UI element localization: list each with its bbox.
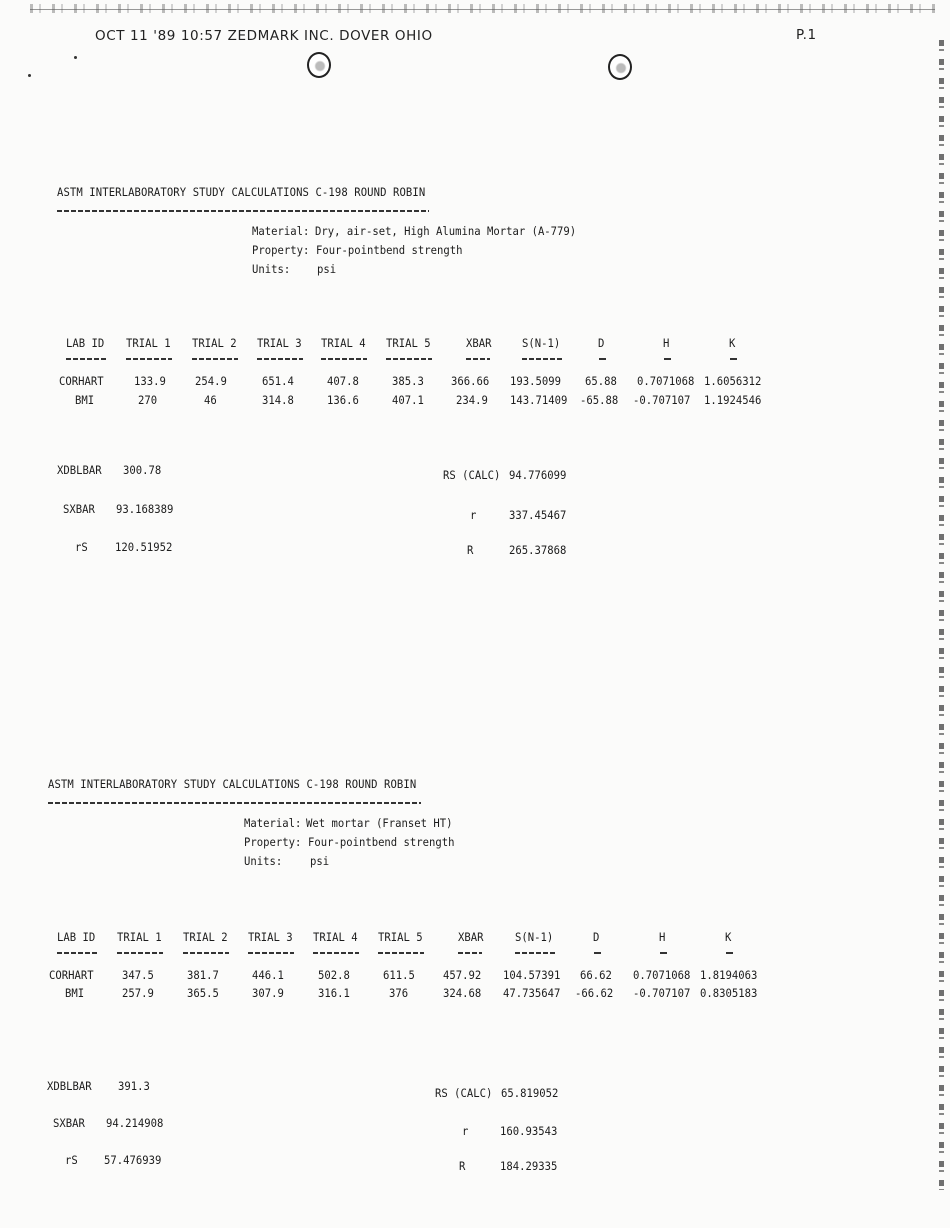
col-k: K (725, 930, 732, 944)
stat-label-rs-calc: RS (CALC) (435, 1086, 493, 1100)
cell-h: -0.707107 (633, 986, 691, 1000)
col-trial-1: TRIAL 1 (126, 336, 171, 350)
col-trial-3: TRIAL 3 (248, 930, 293, 944)
property-value: Four-pointbend strength (308, 835, 455, 849)
units-label: Units: (244, 854, 283, 868)
cell-d: -65.88 (580, 393, 619, 407)
stat-value-sxbar: 93.168389 (116, 502, 174, 516)
cell-trial-2: 254.9 (195, 374, 227, 388)
col-lab-id: LAB ID (57, 930, 96, 944)
stat-label-R: R (467, 543, 474, 557)
cell-xbar: 366.66 (451, 374, 490, 388)
cell-trial-2: 381.7 (187, 968, 219, 982)
cell-trial-1: 133.9 (134, 374, 166, 388)
cell-k: 1.6056312 (704, 374, 762, 388)
underline (522, 358, 562, 360)
cell-trial-4: 407.8 (327, 374, 359, 388)
stat-value-R: 184.29335 (500, 1159, 558, 1173)
stat-label-xdblbar: XDBLBAR (47, 1079, 92, 1093)
cell-lab: CORHART (59, 374, 104, 388)
underline (126, 358, 172, 360)
stat-label-sxbar: SXBAR (53, 1116, 85, 1130)
col-trial-4: TRIAL 4 (313, 930, 358, 944)
page-number: P.1 (796, 27, 817, 43)
col-d: D (598, 336, 605, 350)
col-xbar: XBAR (458, 930, 484, 944)
cell-xbar: 234.9 (456, 393, 488, 407)
underline (192, 358, 238, 360)
cell-trial-5: 376 (389, 986, 409, 1000)
cell-trial-1: 347.5 (122, 968, 154, 982)
property-label: Property: (244, 835, 302, 849)
cell-trial-1: 257.9 (122, 986, 154, 1000)
underline (386, 358, 432, 360)
cell-trial-2: 365.5 (187, 986, 219, 1000)
underline (660, 952, 667, 954)
cell-trial-4: 136.6 (327, 393, 359, 407)
stat-value-rs-calc: 94.776099 (509, 468, 567, 482)
col-s-n-1: S(N-1) (522, 336, 561, 350)
stat-label-r: r (462, 1124, 469, 1138)
underline (183, 952, 229, 954)
col-trial-2: TRIAL 2 (183, 930, 228, 944)
cell-d: 66.62 (580, 968, 612, 982)
stat-label-sxbar: SXBAR (63, 502, 95, 516)
units-value: psi (317, 262, 337, 276)
report-title: ASTM INTERLABORATORY STUDY CALCULATIONS C-198 ROUND ROBIN (48, 777, 417, 791)
fax-top-edge (30, 9, 935, 10)
underline (664, 358, 671, 360)
cell-k: 1.8194063 (700, 968, 758, 982)
stat-value-rs: 120.51952 (115, 540, 173, 554)
stat-label-xdblbar: XDBLBAR (57, 463, 102, 477)
report-title: ASTM INTERLABORATORY STUDY CALCULATIONS C-198 ROUND ROBIN (57, 185, 426, 199)
underline (726, 952, 733, 954)
cell-h: 0.7071068 (637, 374, 695, 388)
col-trial-2: TRIAL 2 (192, 336, 237, 350)
cell-lab: BMI (75, 393, 95, 407)
underline (117, 952, 163, 954)
cell-d: 65.88 (585, 374, 617, 388)
underline (594, 952, 601, 954)
cell-k: 1.1924546 (704, 393, 762, 407)
punch-hole-right (608, 54, 632, 80)
cell-d: -66.62 (575, 986, 614, 1000)
underline (599, 358, 606, 360)
stat-value-xdblbar: 391.3 (118, 1079, 150, 1093)
col-xbar: XBAR (466, 336, 492, 350)
cell-s: 47.735647 (503, 986, 561, 1000)
underline (66, 358, 108, 360)
material-value: Wet mortar (Franset HT) (306, 816, 453, 830)
col-trial-3: TRIAL 3 (257, 336, 302, 350)
cell-trial-3: 651.4 (262, 374, 294, 388)
stat-value-xdblbar: 300.78 (123, 463, 162, 477)
property-label: Property: (252, 243, 310, 257)
col-h: H (663, 336, 670, 350)
cell-xbar: 324.68 (443, 986, 482, 1000)
cell-k: 0.8305183 (700, 986, 758, 1000)
units-value: psi (310, 854, 330, 868)
underline (313, 952, 359, 954)
col-trial-4: TRIAL 4 (321, 336, 366, 350)
stat-label-rs-calc: RS (CALC) (443, 468, 501, 482)
fax-right-edge (939, 40, 944, 1190)
material-label: Material: (244, 816, 302, 830)
underline (248, 952, 294, 954)
stat-value-sxbar: 94.214908 (106, 1116, 164, 1130)
col-k: K (729, 336, 736, 350)
underline (458, 952, 482, 954)
col-lab-id: LAB ID (66, 336, 105, 350)
col-trial-1: TRIAL 1 (117, 930, 162, 944)
cell-trial-1: 270 (138, 393, 158, 407)
underline (257, 358, 303, 360)
title-underline (57, 210, 429, 212)
cell-lab: BMI (65, 986, 85, 1000)
fax-header-line: OCT 11 '89 10:57 ZEDMARK INC. DOVER OHIO (95, 28, 433, 44)
cell-h: 0.7071068 (633, 968, 691, 982)
property-value: Four-pointbend strength (316, 243, 463, 257)
cell-trial-3: 446.1 (252, 968, 284, 982)
col-trial-5: TRIAL 5 (378, 930, 423, 944)
speck (74, 56, 77, 59)
units-label: Units: (252, 262, 291, 276)
stat-value-rs-calc: 65.819052 (501, 1086, 559, 1100)
cell-h: -0.707107 (633, 393, 691, 407)
stat-label-r: r (470, 508, 477, 522)
cell-trial-3: 314.8 (262, 393, 294, 407)
underline (730, 358, 737, 360)
stat-value-r: 160.93543 (500, 1124, 558, 1138)
title-underline (48, 802, 421, 804)
cell-s: 104.57391 (503, 968, 561, 982)
stat-value-rs: 57.476939 (104, 1153, 162, 1167)
cell-s: 143.71409 (510, 393, 568, 407)
cell-s: 193.5099 (510, 374, 561, 388)
cell-trial-5: 385.3 (392, 374, 424, 388)
col-trial-5: TRIAL 5 (386, 336, 431, 350)
col-s-n-1: S(N-1) (515, 930, 554, 944)
material-label: Material: (252, 224, 310, 238)
stat-label-rs: rS (65, 1153, 78, 1167)
underline (515, 952, 555, 954)
col-h: H (659, 930, 666, 944)
stat-value-R: 265.37868 (509, 543, 567, 557)
underline (466, 358, 490, 360)
col-d: D (593, 930, 600, 944)
punch-hole-left (307, 52, 331, 78)
cell-trial-5: 611.5 (383, 968, 415, 982)
cell-trial-5: 407.1 (392, 393, 424, 407)
underline (321, 358, 367, 360)
stat-value-r: 337.45467 (509, 508, 567, 522)
stat-label-rs: rS (75, 540, 88, 554)
underline (378, 952, 424, 954)
material-value: Dry, air-set, High Alumina Mortar (A-779) (315, 224, 577, 238)
stat-label-R: R (459, 1159, 466, 1173)
cell-trial-4: 502.8 (318, 968, 350, 982)
cell-trial-2: 46 (204, 393, 217, 407)
cell-trial-3: 307.9 (252, 986, 284, 1000)
cell-lab: CORHART (49, 968, 94, 982)
speck (28, 74, 31, 77)
cell-xbar: 457.92 (443, 968, 482, 982)
cell-trial-4: 316.1 (318, 986, 350, 1000)
underline (57, 952, 99, 954)
